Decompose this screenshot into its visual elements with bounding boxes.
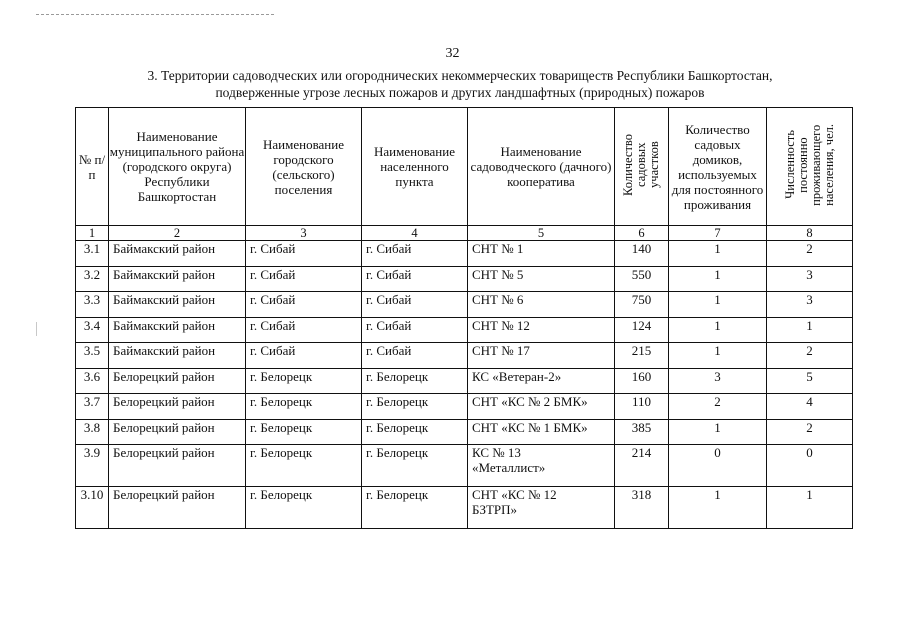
table-row <box>76 445 853 487</box>
locality-cell: г. Белорецк <box>362 394 468 420</box>
cooperative-cell: КС «Ветеран-2» <box>468 368 615 394</box>
header-houses: Количество садовых домиков, используемых для постоянного проживания <box>669 108 767 226</box>
cooperative-cell: СНТ № 12 <box>468 317 615 343</box>
cooperative-cell: СНТ № 1 <box>468 241 615 267</box>
population-cell: 1 <box>767 487 853 529</box>
settlement-cell: г. Белорецк <box>246 394 362 420</box>
houses-cell: 1 <box>669 317 767 343</box>
cooperative-cell: КС № 13 «Металлист» <box>468 445 615 487</box>
table-row <box>76 487 853 529</box>
district-cell: Баймакский район <box>109 266 246 292</box>
plots-cell: 140 <box>615 241 669 267</box>
plots-cell: 385 <box>615 419 669 445</box>
row-number: 3.6 <box>76 368 109 394</box>
header-district: Наименование муниципального района (городского округа) Республики Башкортостан <box>109 108 246 226</box>
cooperative-cell: СНТ № 6 <box>468 292 615 318</box>
territories-table <box>75 107 853 529</box>
settlement-cell: г. Сибай <box>246 343 362 369</box>
table-row <box>76 343 853 369</box>
margin-mark <box>36 322 37 336</box>
population-cell: 2 <box>767 241 853 267</box>
locality-cell: г. Сибай <box>362 292 468 318</box>
table-row <box>76 266 853 292</box>
header-plots <box>615 108 669 226</box>
district-cell: Белорецкий район <box>109 368 246 394</box>
row-number: 3.5 <box>76 343 109 369</box>
title-line-2: подверженные угрозе лесных пожаров и других ландшафтных (природных) пожаров <box>215 85 705 100</box>
row-number: 3.1 <box>76 241 109 267</box>
row-number: 3.3 <box>76 292 109 318</box>
table-row <box>76 368 853 394</box>
header-settlement: Наименование городского (сельского) поселения <box>246 108 362 226</box>
settlement-cell: г. Сибай <box>246 292 362 318</box>
district-cell: Белорецкий район <box>109 419 246 445</box>
population-cell: 0 <box>767 445 853 487</box>
houses-cell: 1 <box>669 487 767 529</box>
houses-cell: 1 <box>669 292 767 318</box>
locality-cell: г. Сибай <box>362 317 468 343</box>
plots-cell: 550 <box>615 266 669 292</box>
header-population <box>767 108 853 226</box>
table-row <box>76 394 853 420</box>
population-cell: 1 <box>767 317 853 343</box>
cooperative-cell: СНТ «КС № 2 БМК» <box>468 394 615 420</box>
cooperative-cell: СНТ № 17 <box>468 343 615 369</box>
column-number: 6 <box>615 226 669 241</box>
column-number: 3 <box>246 226 362 241</box>
cooperative-cell: СНТ «КС № 12 БЗТРП» <box>468 487 615 529</box>
column-number-row <box>76 226 853 241</box>
houses-cell: 0 <box>669 445 767 487</box>
settlement-cell: г. Белорецк <box>246 368 362 394</box>
column-number: 8 <box>767 226 853 241</box>
column-number: 2 <box>109 226 246 241</box>
header-cooperative: Наименование садоводческого (дачного) кооператива <box>468 108 615 226</box>
population-cell: 3 <box>767 266 853 292</box>
district-cell: Баймакский район <box>109 317 246 343</box>
row-number: 3.2 <box>76 266 109 292</box>
row-number: 3.10 <box>76 487 109 529</box>
column-number: 4 <box>362 226 468 241</box>
population-cell: 2 <box>767 419 853 445</box>
district-cell: Баймакский район <box>109 292 246 318</box>
header-number: № п/п <box>76 108 109 226</box>
district-cell: Белорецкий район <box>109 394 246 420</box>
plots-cell: 160 <box>615 368 669 394</box>
plots-cell: 110 <box>615 394 669 420</box>
header-population-label: Численность постоянно проживающего населения, чел. <box>782 124 836 206</box>
plots-cell: 124 <box>615 317 669 343</box>
district-cell: Белорецкий район <box>109 487 246 529</box>
table-row <box>76 317 853 343</box>
settlement-cell: г. Белорецк <box>246 419 362 445</box>
houses-cell: 1 <box>669 266 767 292</box>
population-cell: 2 <box>767 343 853 369</box>
header-rule <box>36 14 274 16</box>
population-cell: 5 <box>767 368 853 394</box>
section-title <box>60 67 860 101</box>
population-cell: 4 <box>767 394 853 420</box>
locality-cell: г. Белорецк <box>362 368 468 394</box>
header-plots-label: Количество садовых участков <box>621 134 661 196</box>
header-row <box>76 108 853 226</box>
row-number: 3.4 <box>76 317 109 343</box>
plots-cell: 750 <box>615 292 669 318</box>
district-cell: Баймакский район <box>109 343 246 369</box>
houses-cell: 3 <box>669 368 767 394</box>
houses-cell: 1 <box>669 343 767 369</box>
locality-cell: г. Белорецк <box>362 419 468 445</box>
page-number: 32 <box>445 46 460 61</box>
locality-cell: г. Сибай <box>362 343 468 369</box>
settlement-cell: г. Белорецк <box>246 445 362 487</box>
houses-cell: 1 <box>669 241 767 267</box>
title-line-1: 3. Территории садоводческих или огороднических некоммерческих товариществ Республики Башкортостан, <box>147 68 773 83</box>
houses-cell: 2 <box>669 394 767 420</box>
settlement-cell: г. Сибай <box>246 266 362 292</box>
column-number: 7 <box>669 226 767 241</box>
row-number: 3.7 <box>76 394 109 420</box>
table-row <box>76 241 853 267</box>
population-cell: 3 <box>767 292 853 318</box>
cooperative-cell: СНТ «КС № 1 БМК» <box>468 419 615 445</box>
column-number: 1 <box>76 226 109 241</box>
locality-cell: г. Сибай <box>362 266 468 292</box>
district-cell: Баймакский район <box>109 241 246 267</box>
settlement-cell: г. Сибай <box>246 317 362 343</box>
settlement-cell: г. Белорецк <box>246 487 362 529</box>
settlement-cell: г. Сибай <box>246 241 362 267</box>
plots-cell: 318 <box>615 487 669 529</box>
locality-cell: г. Белорецк <box>362 487 468 529</box>
locality-cell: г. Сибай <box>362 241 468 267</box>
column-number: 5 <box>468 226 615 241</box>
district-cell: Белорецкий район <box>109 445 246 487</box>
row-number: 3.8 <box>76 419 109 445</box>
table-row <box>76 292 853 318</box>
table-row <box>76 419 853 445</box>
plots-cell: 214 <box>615 445 669 487</box>
cooperative-cell: СНТ № 5 <box>468 266 615 292</box>
locality-cell: г. Белорецк <box>362 445 468 487</box>
houses-cell: 1 <box>669 419 767 445</box>
plots-cell: 215 <box>615 343 669 369</box>
row-number: 3.9 <box>76 445 109 487</box>
header-locality: Наименование населенного пункта <box>362 108 468 226</box>
